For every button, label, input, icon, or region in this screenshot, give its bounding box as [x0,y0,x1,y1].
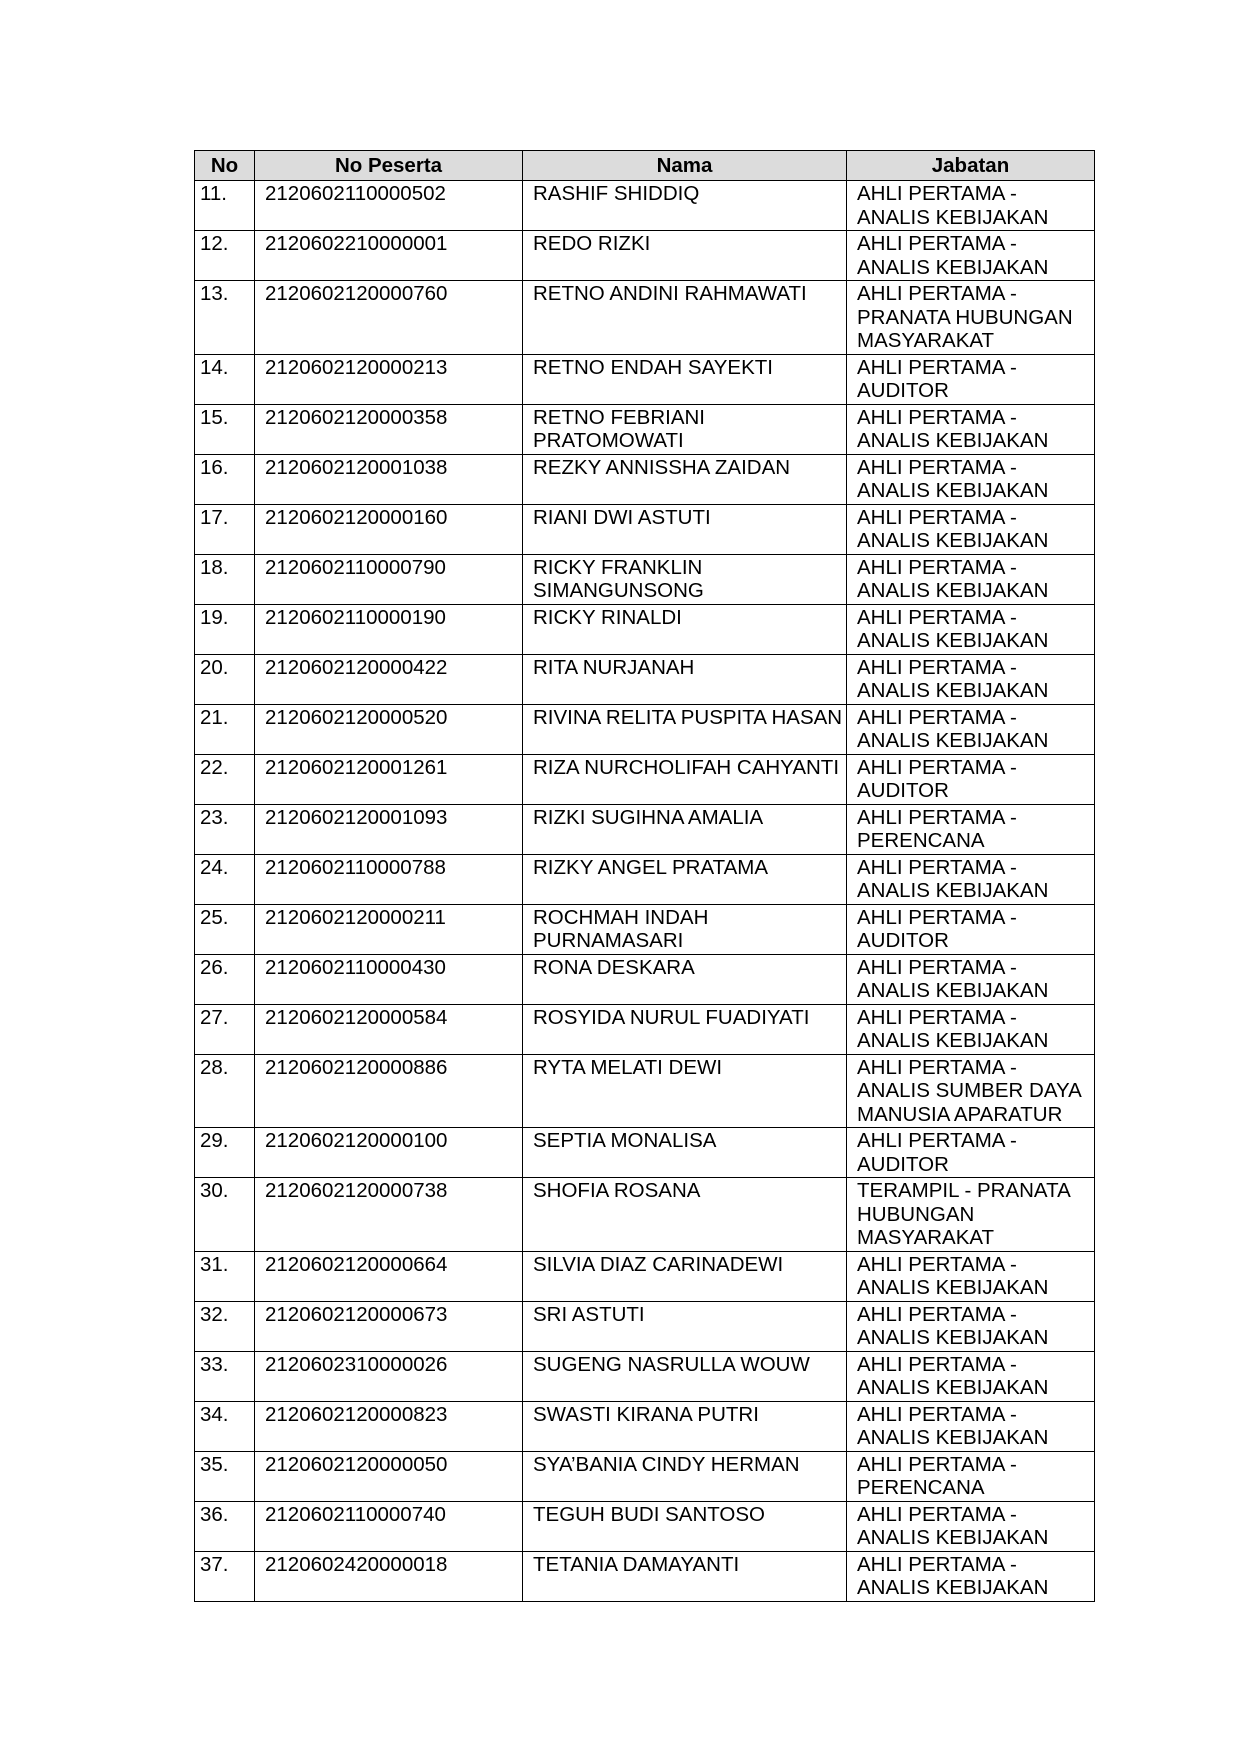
table-row [195,954,1095,1004]
table-row [195,231,1095,281]
participant-table [194,150,1095,1602]
cell-no-peserta: 2120602120000358 [255,404,523,454]
cell-no: 34. [195,1401,255,1451]
cell-no: 12. [195,231,255,281]
cell-no-peserta: 2120602120000100 [255,1128,523,1178]
table-row [195,1351,1095,1401]
cell-jabatan: AHLI PERTAMA - ANALIS KEBIJAKAN [847,604,1095,654]
cell-nama: RONA DESKARA [523,954,847,1004]
cell-no: 30. [195,1178,255,1252]
table-header [195,151,1095,181]
cell-no-peserta: 2120602120000050 [255,1451,523,1501]
cell-no-peserta: 2120602110000430 [255,954,523,1004]
header-no: No [195,151,255,181]
cell-nama: RETNO ENDAH SAYEKTI [523,354,847,404]
cell-no: 31. [195,1251,255,1301]
cell-no-peserta: 2120602120000520 [255,704,523,754]
cell-nama: RITA NURJANAH [523,654,847,704]
cell-jabatan: AHLI PERTAMA - ANALIS KEBIJAKAN [847,454,1095,504]
cell-no-peserta: 2120602120000211 [255,904,523,954]
cell-nama: SYA’BANIA CINDY HERMAN [523,1451,847,1501]
cell-no-peserta: 2120602210000001 [255,231,523,281]
cell-jabatan: AHLI PERTAMA - PERENCANA [847,1451,1095,1501]
cell-jabatan: AHLI PERTAMA - ANALIS KEBIJAKAN [847,181,1095,231]
cell-nama: RASHIF SHIDDIQ [523,181,847,231]
cell-nama: SRI ASTUTI [523,1301,847,1351]
cell-no-peserta: 2120602110000190 [255,604,523,654]
cell-jabatan: AHLI PERTAMA - ANALIS KEBIJAKAN [847,1351,1095,1401]
table-row [195,1004,1095,1054]
cell-nama: SUGENG NASRULLA WOUW [523,1351,847,1401]
cell-no-peserta: 2120602120000823 [255,1401,523,1451]
cell-nama: TEGUH BUDI SANTOSO [523,1501,847,1551]
cell-no: 26. [195,954,255,1004]
table-row [195,1301,1095,1351]
cell-no-peserta: 2120602120001093 [255,804,523,854]
cell-no: 23. [195,804,255,854]
table-row [195,754,1095,804]
cell-no-peserta: 2120602120000673 [255,1301,523,1351]
cell-jabatan: AHLI PERTAMA - ANALIS KEBIJAKAN [847,404,1095,454]
cell-no: 29. [195,1128,255,1178]
cell-no-peserta: 2120602120000422 [255,654,523,704]
cell-no: 16. [195,454,255,504]
cell-jabatan: AHLI PERTAMA - ANALIS KEBIJAKAN [847,1301,1095,1351]
cell-nama: RIZKI SUGIHNA AMALIA [523,804,847,854]
cell-jabatan: AHLI PERTAMA - ANALIS KEBIJAKAN [847,504,1095,554]
table-row [195,804,1095,854]
cell-jabatan: AHLI PERTAMA - ANALIS KEBIJAKAN [847,554,1095,604]
cell-no-peserta: 2120602120001261 [255,754,523,804]
cell-jabatan: AHLI PERTAMA - ANALIS KEBIJAKAN [847,1551,1095,1601]
table-row [195,904,1095,954]
cell-jabatan: TERAMPIL - PRANATA HUBUNGAN MASYARAKAT [847,1178,1095,1252]
table-body [195,181,1095,1602]
cell-no-peserta: 2120602120000584 [255,1004,523,1054]
cell-nama: SILVIA DIAZ CARINADEWI [523,1251,847,1301]
cell-no-peserta: 2120602110000502 [255,181,523,231]
cell-no: 11. [195,181,255,231]
cell-jabatan: AHLI PERTAMA - ANALIS KEBIJAKAN [847,231,1095,281]
cell-no: 32. [195,1301,255,1351]
cell-jabatan: AHLI PERTAMA - ANALIS KEBIJAKAN [847,1251,1095,1301]
cell-no: 15. [195,404,255,454]
cell-nama: ROCHMAH INDAH PURNAMASARI [523,904,847,954]
cell-no: 18. [195,554,255,604]
cell-no-peserta: 2120602120000760 [255,281,523,355]
table-row [195,1054,1095,1128]
cell-no: 28. [195,1054,255,1128]
table-row [195,181,1095,231]
cell-nama: RIZKY ANGEL PRATAMA [523,854,847,904]
table-row [195,1501,1095,1551]
table-row [195,654,1095,704]
cell-jabatan: AHLI PERTAMA - ANALIS KEBIJAKAN [847,1004,1095,1054]
cell-jabatan: AHLI PERTAMA - ANALIS KEBIJAKAN [847,954,1095,1004]
cell-nama: RYTA MELATI DEWI [523,1054,847,1128]
cell-jabatan: AHLI PERTAMA - AUDITOR [847,754,1095,804]
cell-no: 19. [195,604,255,654]
table-row [195,1128,1095,1178]
cell-no: 37. [195,1551,255,1601]
cell-no: 13. [195,281,255,355]
cell-no-peserta: 2120602120001038 [255,454,523,504]
cell-no-peserta: 2120602120000213 [255,354,523,404]
cell-nama: RIZA NURCHOLIFAH CAHYANTI [523,754,847,804]
cell-nama: ROSYIDA NURUL FUADIYATI [523,1004,847,1054]
cell-no: 35. [195,1451,255,1501]
cell-no-peserta: 2120602110000790 [255,554,523,604]
cell-no: 14. [195,354,255,404]
table-row [195,1251,1095,1301]
header-row [195,151,1095,181]
cell-nama: REDO RIZKI [523,231,847,281]
cell-nama: TETANIA DAMAYANTI [523,1551,847,1601]
cell-nama: RICKY RINALDI [523,604,847,654]
cell-no: 17. [195,504,255,554]
cell-nama: RETNO ANDINI RAHMAWATI [523,281,847,355]
header-no-peserta: No Peserta [255,151,523,181]
cell-nama: RIVINA RELITA PUSPITA HASAN [523,704,847,754]
cell-no: 33. [195,1351,255,1401]
cell-jabatan: AHLI PERTAMA - AUDITOR [847,1128,1095,1178]
table-row [195,554,1095,604]
cell-jabatan: AHLI PERTAMA - PRANATA HUBUNGAN MASYARAKAT [847,281,1095,355]
cell-nama: SHOFIA ROSANA [523,1178,847,1252]
cell-nama: SWASTI KIRANA PUTRI [523,1401,847,1451]
table-row [195,1401,1095,1451]
cell-no: 24. [195,854,255,904]
table-row [195,504,1095,554]
header-jabatan: Jabatan [847,151,1095,181]
cell-no-peserta: 2120602120000664 [255,1251,523,1301]
cell-nama: RICKY FRANKLIN SIMANGUNSONG [523,554,847,604]
cell-no-peserta: 2120602120000886 [255,1054,523,1128]
cell-no: 25. [195,904,255,954]
table-row [195,854,1095,904]
cell-jabatan: AHLI PERTAMA - AUDITOR [847,354,1095,404]
cell-jabatan: AHLI PERTAMA - ANALIS KEBIJAKAN [847,704,1095,754]
cell-jabatan: AHLI PERTAMA - ANALIS KEBIJAKAN [847,654,1095,704]
table-row [195,281,1095,355]
table-row [195,1551,1095,1601]
table-row [195,454,1095,504]
cell-nama: RIANI DWI ASTUTI [523,504,847,554]
table-row [195,354,1095,404]
cell-no-peserta: 2120602110000740 [255,1501,523,1551]
header-nama: Nama [523,151,847,181]
cell-no-peserta: 2120602310000026 [255,1351,523,1401]
table-row [195,404,1095,454]
cell-no: 20. [195,654,255,704]
cell-no-peserta: 2120602110000788 [255,854,523,904]
cell-no-peserta: 2120602120000160 [255,504,523,554]
cell-no: 36. [195,1501,255,1551]
table-row [195,1178,1095,1252]
cell-jabatan: AHLI PERTAMA - ANALIS KEBIJAKAN [847,1501,1095,1551]
cell-jabatan: AHLI PERTAMA - AUDITOR [847,904,1095,954]
cell-no: 27. [195,1004,255,1054]
cell-no: 22. [195,754,255,804]
table-row [195,704,1095,754]
table-row [195,604,1095,654]
table-row [195,1451,1095,1501]
cell-no-peserta: 2120602420000018 [255,1551,523,1601]
cell-jabatan: AHLI PERTAMA - ANALIS KEBIJAKAN [847,1401,1095,1451]
cell-no: 21. [195,704,255,754]
cell-jabatan: AHLI PERTAMA - PERENCANA [847,804,1095,854]
cell-nama: RETNO FEBRIANI PRATOMOWATI [523,404,847,454]
cell-jabatan: AHLI PERTAMA - ANALIS SUMBER DAYA MANUSIA APARATUR [847,1054,1095,1128]
cell-nama: REZKY ANNISSHA ZAIDAN [523,454,847,504]
cell-no-peserta: 2120602120000738 [255,1178,523,1252]
cell-jabatan: AHLI PERTAMA - ANALIS KEBIJAKAN [847,854,1095,904]
cell-nama: SEPTIA MONALISA [523,1128,847,1178]
